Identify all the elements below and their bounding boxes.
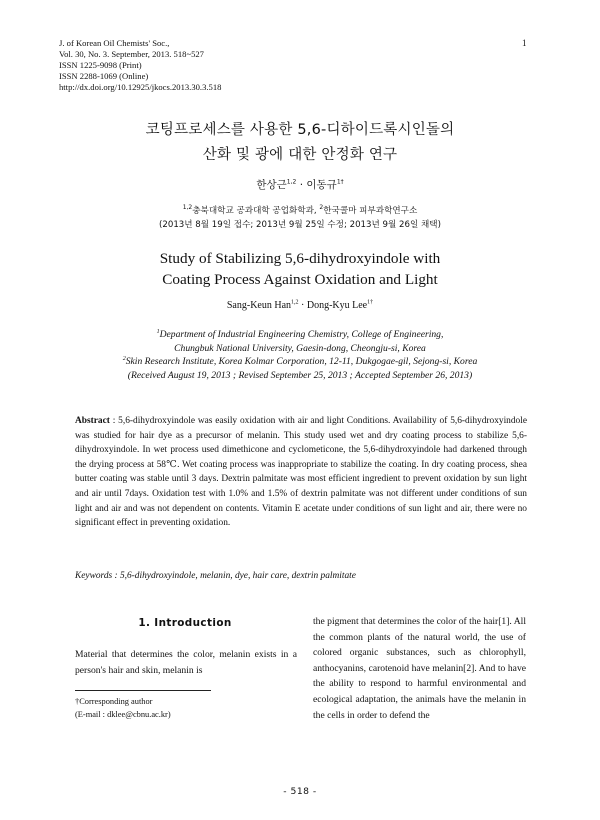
english-dates: (Received August 19, 2013 ; Revised September 25, 2013 ; Accepted September 26, 2013) bbox=[127, 369, 473, 381]
english-affiliation-1-line-1: Department of Industrial Engineering Chemistry, College of Engineering, bbox=[159, 329, 444, 340]
english-author-1: Sang-Keun Han bbox=[226, 300, 292, 311]
author-separator: · bbox=[301, 300, 305, 311]
affiliation-superscript: 1,2 bbox=[182, 204, 193, 212]
journal-doi-link[interactable]: http://dx.doi.org/10.12925/jkocs.2013.30.3.518 bbox=[59, 82, 222, 92]
journal-line: J. of Korean Oil Chemists' Soc., bbox=[59, 38, 170, 48]
korean-title bbox=[0, 118, 600, 168]
english-author-2: Dong-Kyu Lee bbox=[306, 300, 368, 311]
korean-title-line: 코팅프로세스를 사용한 5,6-디하이드록시인돌의 bbox=[145, 122, 455, 138]
english-title bbox=[0, 248, 600, 290]
affiliation-superscript: 2 bbox=[122, 355, 126, 362]
author-separator: · bbox=[299, 179, 304, 191]
footnote bbox=[75, 695, 171, 721]
korean-author-1: 한상근 bbox=[256, 179, 287, 191]
korean-title-line: 산화 및 광에 대한 안정화 연구 bbox=[202, 147, 398, 163]
english-title-line: Coating Process Against Oxidation and Light bbox=[162, 271, 438, 288]
keywords bbox=[75, 571, 527, 581]
korean-affiliation bbox=[0, 204, 600, 232]
korean-affiliation-1: 충북대학교 공과대학 공업화학과, bbox=[192, 206, 317, 216]
author-superscript: 1† bbox=[367, 299, 374, 306]
english-affiliation bbox=[0, 328, 600, 382]
korean-authors bbox=[0, 177, 600, 192]
english-title-line: Study of Stabilizing 5,6-dihydroxyindole with bbox=[159, 250, 441, 267]
journal-line: ISSN 2288-1069 (Online) bbox=[59, 71, 149, 81]
footnote-divider bbox=[75, 690, 211, 691]
section-heading-introduction: 1. Introduction bbox=[138, 617, 232, 629]
abstract-label: Abstract bbox=[75, 416, 110, 426]
affiliation-superscript: 1 bbox=[156, 328, 160, 335]
english-authors bbox=[0, 300, 600, 311]
page-number-bottom: - 518 - bbox=[283, 786, 317, 797]
intro-left-column: Material that determines the color, melanin exists in a person's hair and skin, melanin is bbox=[75, 649, 297, 676]
footnote-corresponding-author: †Corresponding author bbox=[75, 697, 153, 706]
author-superscript: 1,2 bbox=[286, 178, 297, 186]
author-superscript: 1,2 bbox=[291, 299, 299, 306]
affiliation-superscript: 2 bbox=[319, 204, 324, 212]
abstract-text: : 5,6-dihydroxyindole was easily oxidation with air and light Conditions. Availability of 5,6-dihydroxyindole was studied for hair dye as a precursor of melanin. This study used wet and dry coating process to stabilize 5,6-dihydroxyindole. In wet process used dimethicone and cyclometicone, the 5,6-dihydroxyindole had darkened through the drying process at 58℃. Wet coating process was inappropriate to stabilize the coating. In dry coating process, shea butter coating was stable until 3 days. Dextrin palmitate was most efficient ingredient to prevent oxidation by sun light and air until 7days. Oxidation test with 1.0% and 1.5% of dextrin palmitate was not different under conditions of sun light and air and was not dependent on contents. Vitamin E acetate under conditions of sun light and air, there were no significant effect in preventing oxidation. bbox=[75, 416, 528, 529]
keywords-text: : 5,6-dihydroxyindole, melanin, dye, hair care, dextrin palmitate bbox=[114, 571, 356, 581]
journal-line: Vol. 30, No. 3. September, 2013. 518~527 bbox=[59, 49, 204, 59]
english-affiliation-2: Skin Research Institute, Korea Kolmar Corporation, 12-11, Dukgogae-gil, Sejong-si, Korea bbox=[125, 356, 478, 367]
intro-right-column: the pigment that determines the color of the hair[1]. All the common plants of the natural world, the use of colored organic substances, such as chlorophyll, anthocyanins, carotenoid have melanin[2]. And to have the ability to respond to harmful environmental and ecological adaptation, the animals have the melanin in the cells in order to defend the bbox=[313, 616, 526, 721]
footnote-email[interactable]: (E-mail : dklee@cbnu.ac.kr) bbox=[75, 710, 171, 719]
korean-author-2: 이동규 bbox=[306, 179, 337, 191]
keywords-label: Keywords bbox=[75, 571, 113, 581]
author-superscript: 1† bbox=[336, 178, 344, 186]
abstract bbox=[75, 414, 527, 531]
korean-dates: (2013년 8월 19일 접수; 2013년 9월 25일 수정; 2013년 9월 26일 채택) bbox=[159, 220, 441, 230]
page-number-top: 1 bbox=[522, 38, 527, 48]
journal-info bbox=[59, 38, 221, 93]
korean-affiliation-2: 한국콜마 피부과학연구소 bbox=[323, 206, 418, 216]
english-affiliation-1-line-2: Chungbuk National University, Gaesin-dong, Cheongju-si, Korea bbox=[174, 342, 426, 354]
journal-line: ISSN 1225-9098 (Print) bbox=[59, 60, 142, 70]
